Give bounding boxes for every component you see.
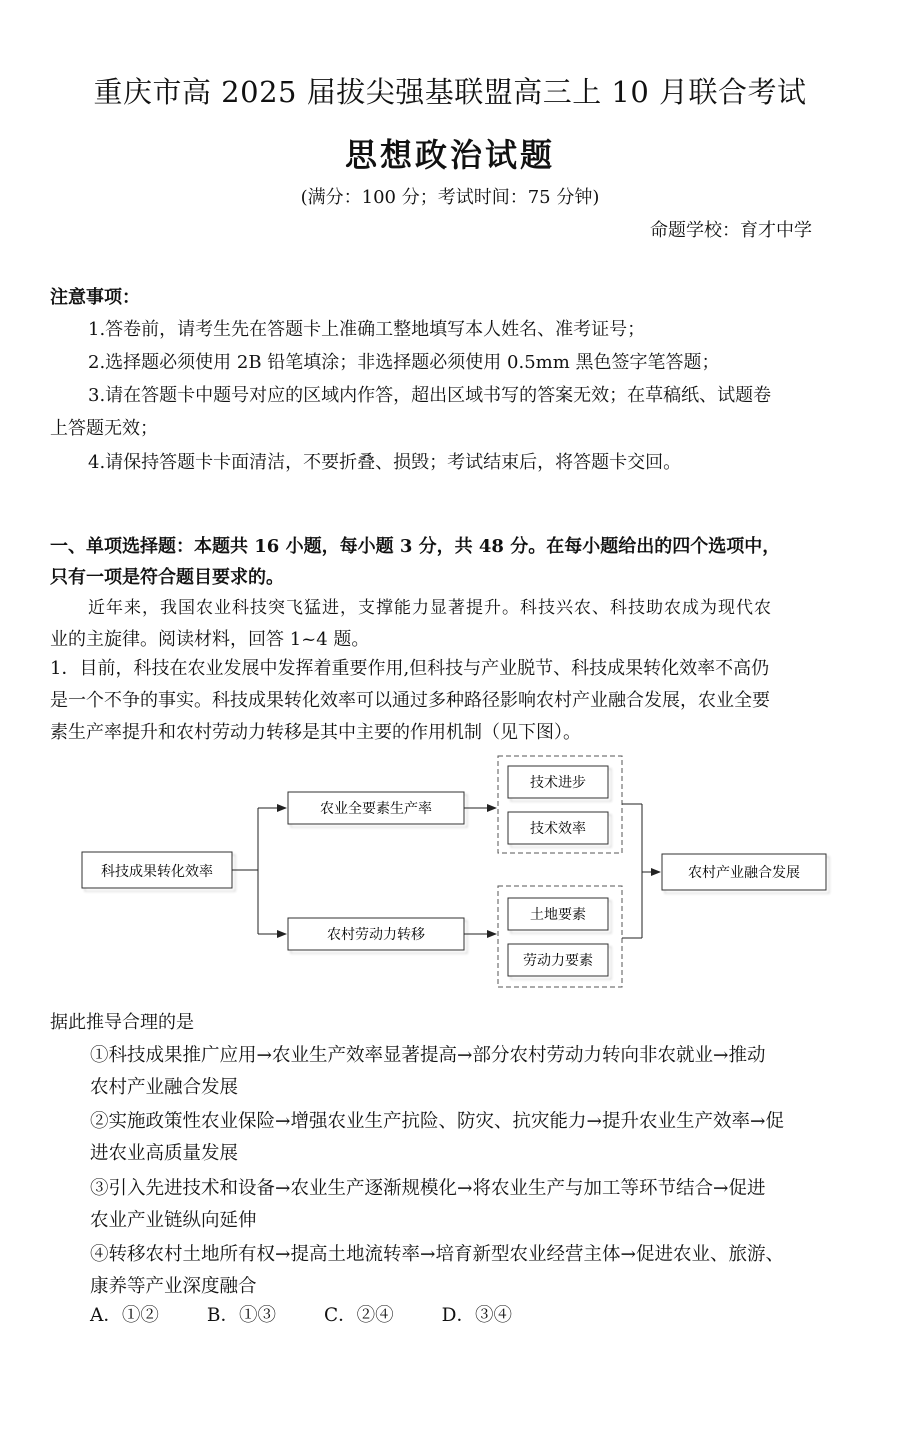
diagram-label-group-bottom-1: 土地要素: [530, 907, 586, 923]
section-intro-continued: 业的主旋律。阅读材料，回答 1~4 题。: [50, 629, 370, 650]
option-1: ①科技成果推广应用→农业生产效率显著提高→部分农村劳动力转向非农就业→推动: [90, 1045, 766, 1066]
question-stem: 素生产率提升和农村劳动力转移是其中主要的作用机制（见下图）。: [50, 722, 581, 743]
exam-meta: (满分：100 分；考试时间：75 分钟): [300, 187, 600, 208]
notice-item: 3.请在答题卡中题号对应的区域内作答，超出区域书写的答案无效；在草稿纸、试题卷: [88, 385, 772, 406]
mechanism-diagram: [70, 748, 850, 998]
section-heading-continued: 只有一项是符合题目要求的。: [50, 567, 284, 588]
option-1-continued: 农村产业融合发展: [90, 1077, 239, 1098]
diagram-label-mid-top: 农业全要素生产率: [320, 801, 432, 817]
question-stem: 1．目前，科技在农业发展中发挥着重要作用,但科技与产业脱节、科技成果转化效率不高仍: [50, 658, 770, 679]
choice-b[interactable]: B．①③: [206, 1305, 276, 1326]
diagram-label-group-top-1: 技术进步: [530, 775, 586, 791]
question-stem: 是一个不争的事实。科技成果转化效率可以通过多种路径影响农村产业融合发展，农业全要: [50, 690, 770, 711]
notice-item-continued: 上答题无效；: [50, 418, 158, 439]
option-3: ③引入先进技术和设备→农业生产逐渐规模化→将农业生产与加工等环节结合→促进: [90, 1178, 766, 1199]
diagram-label-group-bottom-2: 劳动力要素: [523, 953, 593, 969]
option-4-continued: 康养等产业深度融合: [90, 1276, 257, 1297]
choice-c[interactable]: C．②④: [323, 1305, 394, 1326]
diagram-label-mid-bottom: 农村劳动力转移: [327, 927, 425, 943]
option-4: ④转移农村土地所有权→提高土地流转率→培育新型农业经营主体→促进农业、旅游、: [90, 1244, 785, 1265]
option-2: ②实施政策性农业保险→增强农业生产抗险、防灾、抗灾能力→提升农业生产效率→促: [90, 1111, 785, 1132]
notice-heading: 注意事项：: [50, 287, 140, 308]
notice-item: 4.请保持答题卡卡面清洁，不要折叠、损毁；考试结束后，将答题卡交回。: [88, 452, 682, 473]
diagram-label-group-top-2: 技术效率: [530, 821, 586, 837]
setter-school: 命题学校：育才中学: [650, 220, 812, 241]
notice-item: 2.选择题必须使用 2B 铅笔填涂；非选择题必须使用 0.5mm 黑色签字笔答题；: [88, 352, 720, 373]
exam-title: 重庆市高 2025 届拔尖强基联盟高三上 10 月联合考试: [93, 75, 807, 109]
section-intro: 近年来，我国农业科技突飞猛进，支撑能力显著提升。科技兴农、科技助农成为现代农: [88, 598, 772, 618]
diagram-label-source: 科技成果转化效率: [101, 864, 213, 880]
question-prompt: 据此推导合理的是: [50, 1012, 194, 1033]
section-heading: 一、单项选择题：本题共 16 小题，每小题 3 分，共 48 分。在每小题给出的四个选项中，: [50, 536, 781, 557]
answer-choices: [90, 1301, 512, 1327]
option-3-continued: 农业产业链纵向延伸: [90, 1210, 257, 1231]
choice-a[interactable]: A．①②: [90, 1305, 159, 1326]
choice-d[interactable]: D．③④: [441, 1305, 512, 1326]
option-2-continued: 进农业高质量发展: [90, 1143, 239, 1164]
notice-item: 1.答卷前，请考生先在答题卡上准确工整地填写本人姓名、准考证号；: [88, 319, 646, 340]
diagram-label-target: 农村产业融合发展: [688, 865, 800, 881]
subject-title: 思想政治试题: [344, 136, 555, 174]
